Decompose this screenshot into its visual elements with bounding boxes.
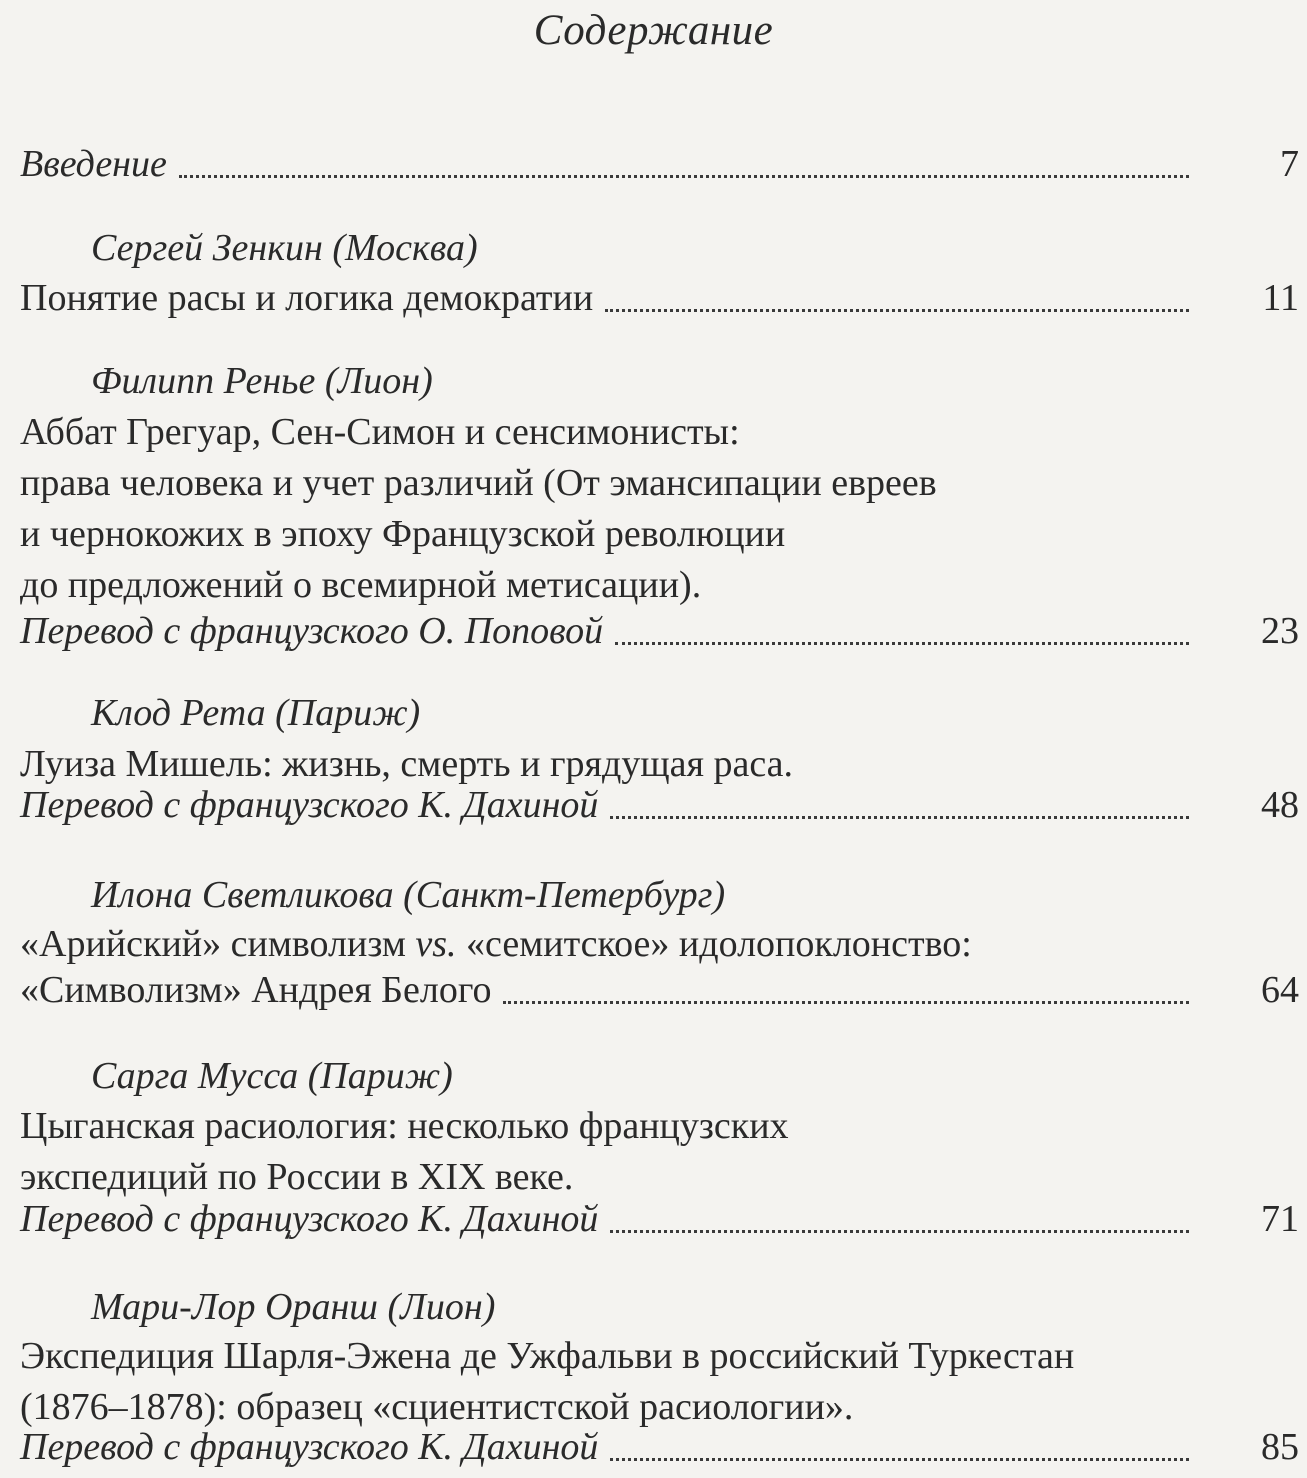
entry-title-line: (1876–1878): образец «сциентистской расиологии». (20, 1386, 854, 1428)
dot-leader (503, 985, 1189, 1004)
page-number: 23 (1261, 610, 1299, 652)
entry-title-line: Аббат Грегуар, Сен-Симон и сенсимонисты: (20, 411, 740, 453)
title-part: «семитское» идолопоклонство: (456, 923, 972, 965)
toc-entry-zenkin[interactable] (20, 279, 1299, 323)
entry-author: Илона Светликова (Санкт-Петербург) (91, 874, 726, 916)
dot-leader (610, 800, 1189, 819)
title-part: «Арийский» символизм (20, 923, 416, 965)
entry-title-line (20, 925, 972, 963)
entry-title-line: Цыганская расиология: несколько французских (20, 1105, 789, 1147)
translation-credit: Перевод с французского К. Дахиной (20, 786, 604, 824)
toc-entry-reta[interactable] (20, 786, 1299, 830)
dot-leader (610, 1442, 1189, 1461)
toc-entry-oransh[interactable] (20, 1428, 1299, 1472)
page-number: 71 (1261, 1198, 1299, 1240)
entry-author: Сергей Зенкин (Москва) (91, 227, 478, 269)
toc-entry-intro[interactable] (20, 145, 1299, 189)
translation-credit: Перевод с французского К. Дахиной (20, 1200, 604, 1238)
toc-entry-renier[interactable] (20, 612, 1299, 656)
page-number: 7 (1280, 143, 1299, 185)
entry-author: Филипп Ренье (Лион) (91, 360, 433, 402)
page-number: 11 (1262, 277, 1299, 319)
dot-leader (605, 293, 1189, 312)
entry-title-line: права человека и учет различий (От эмансипации евреев (20, 462, 937, 504)
toc-entry-title: Введение (20, 145, 173, 183)
toc-entry-title: Понятие расы и логика демократии (20, 279, 599, 317)
page-number: 64 (1261, 969, 1299, 1011)
entry-title-line: экспедиций по России в XIX веке. (20, 1156, 574, 1198)
toc-entry-svetlikova[interactable] (20, 971, 1299, 1015)
toc-entry-moussa[interactable] (20, 1200, 1299, 1244)
entry-title-line: и чернокожих в эпоху Французской революции (20, 513, 786, 555)
entry-author: Клод Рета (Париж) (91, 692, 421, 734)
entry-author: Сарга Мусса (Париж) (91, 1055, 453, 1097)
dot-leader (610, 1214, 1189, 1233)
page-title: Содержание (533, 7, 774, 54)
toc-entry-title: «Символизм» Андрея Белого (20, 971, 497, 1009)
dot-leader (615, 626, 1189, 645)
page-number: 48 (1261, 784, 1299, 826)
entry-title-line: до предложений о всемирной метисации). (20, 564, 702, 606)
dot-leader (179, 159, 1189, 178)
translation-credit: Перевод с французского К. Дахиной (20, 1428, 604, 1466)
entry-author: Мари-Лор Оранш (Лион) (91, 1286, 496, 1328)
translation-credit: Перевод с французского О. Поповой (20, 612, 609, 650)
title-part-vs: vs. (415, 923, 457, 965)
entry-title-line: Экспедиция Шарля-Эжена де Ужфальви в российский Туркестан (20, 1335, 1075, 1377)
page-number: 85 (1261, 1426, 1299, 1468)
entry-title-line: Луиза Мишель: жизнь, смерть и грядущая раса. (20, 743, 794, 785)
